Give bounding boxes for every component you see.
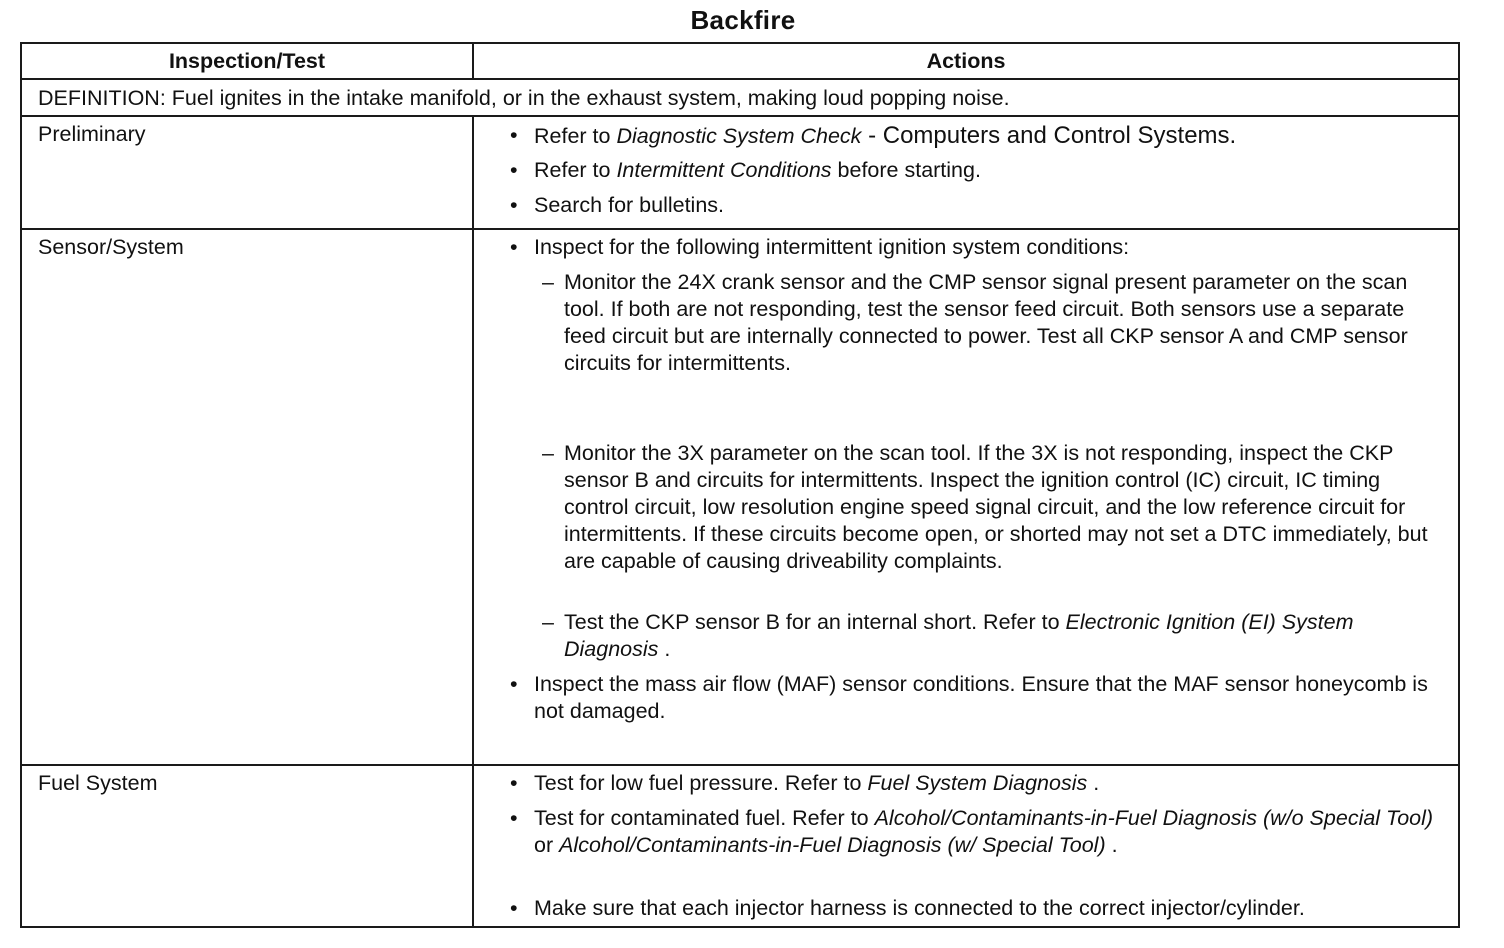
sub-action: – Monitor the 3X parameter on the scan tool. If the 3X is not responding, inspect the CKP sensor B and circuits for intermittents. Inspect the ignition control (IC) circuit, IC timing control circuit, low resolution engine speed signal circuit, and the low reference circuit for intermittents. If these circuits become open, or shorted may not set a DTC immediately, but are capable of causing driveability complaints.: [542, 441, 1428, 573]
action-bullet: • Refer to Intermittent Conditions before starting.: [508, 157, 1450, 184]
actions-preliminary: [473, 116, 1459, 229]
action-bullet: • Test for low fuel pressure. Refer to Fuel System Diagnosis .: [508, 770, 1450, 797]
actions-sensor-system: [473, 229, 1459, 765]
reference-link[interactable]: Alcohol/Contaminants-in-Fuel Diagnosis (w/o Special Tool): [874, 806, 1434, 830]
row-label-preliminary: Preliminary: [21, 116, 473, 229]
header-actions: Actions: [473, 43, 1459, 79]
row-label-sensor-system: Sensor/System: [21, 229, 473, 765]
definition-row: [21, 79, 1459, 116]
page-title: Backfire: [690, 5, 796, 35]
table-row-sensor-system: [21, 229, 1459, 765]
reference-link[interactable]: Intermittent Conditions: [616, 158, 832, 182]
row-label-fuel-system: Fuel System: [21, 765, 473, 927]
table-row-fuel-system: [21, 765, 1459, 927]
header-row: [21, 43, 1459, 79]
reference-link[interactable]: Diagnostic System Check: [616, 124, 862, 148]
sub-action: – Monitor the 24X crank sensor and the CMP sensor signal present parameter on the scan tool. If both are not responding, test the sensor feed circuit. Both sensors use a separate feed circuit but are internally connected to power. Test all CKP sensor A and CMP sensor circuits for intermittents.: [542, 270, 1408, 375]
sub-action: – Test the CKP sensor B for an internal short. Refer to Electronic Ignition (EI) System Diagnosis .: [542, 610, 1354, 661]
reference-link[interactable]: Fuel System Diagnosis: [867, 771, 1088, 795]
action-bullet: • Make sure that each injector harness is connected to the correct injector/cylinder.: [508, 895, 1450, 922]
definition-text: DEFINITION: Fuel ignites in the intake manifold, or in the exhaust system, making loud popping noise.: [21, 79, 1459, 116]
action-bullet: • Test for contaminated fuel. Refer to Alcohol/Contaminants-in-Fuel Diagnosis (w/o Special Tool) or Alcohol/Contaminants-in-Fuel Diagnosis (w/ Special Tool) .: [508, 805, 1450, 859]
header-inspection-test: Inspection/Test: [21, 43, 473, 79]
action-bullet: • Inspect for the following intermittent ignition system conditions:: [508, 234, 1450, 261]
reference-link[interactable]: Alcohol/Contaminants-in-Fuel Diagnosis (w/ Special Tool): [559, 833, 1106, 857]
actions-fuel-system: [473, 765, 1459, 927]
table-row-preliminary: [21, 116, 1459, 229]
action-bullet: • Refer to Diagnostic System Check - Computers and Control Systems.: [508, 122, 1450, 150]
reference-link[interactable]: Electronic Ignition (EI) System Diagnosis: [564, 610, 1354, 661]
action-bullet: • Inspect the mass air flow (MAF) sensor conditions. Ensure that the MAF sensor honeycomb is not damaged.: [508, 671, 1450, 725]
action-bullet: • Search for bulletins.: [508, 192, 1450, 219]
diagnostic-table: [20, 42, 1460, 928]
